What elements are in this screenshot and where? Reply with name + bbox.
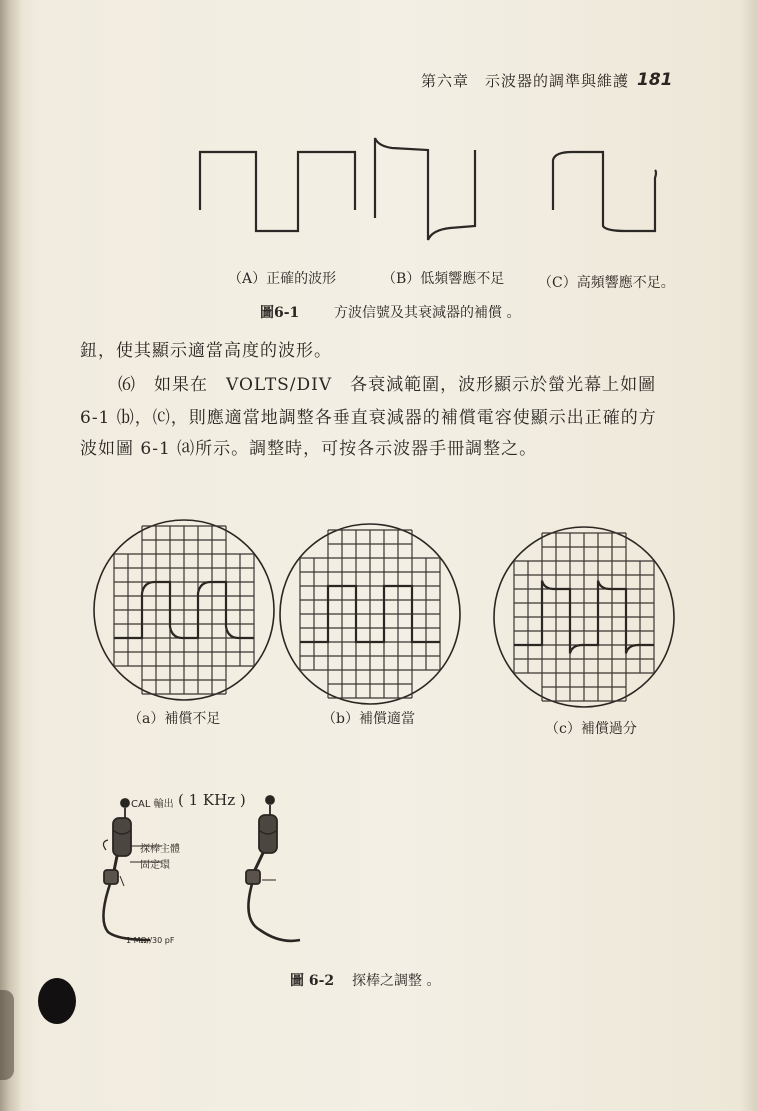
impedance-label: 1 MΩ//30 pF bbox=[126, 936, 175, 945]
body-line-1: 鈕，使其顯示適當高度的波形。 bbox=[80, 341, 332, 361]
body-line-4: 波如圖 6-1 ⒜所示。調整時，可按各示波器手冊調整之。 bbox=[80, 439, 538, 459]
cal-frequency-label: ( 1 KHz ) bbox=[178, 791, 246, 809]
figure2-label: 圖 6-2 bbox=[290, 973, 335, 989]
figure2-title: 探棒之調整 。 bbox=[352, 973, 441, 989]
figure1-caption-b: （B）低頻響應不足 bbox=[382, 271, 505, 287]
probe-body-label: 探棒主體 bbox=[140, 844, 180, 855]
cal-output-label: CAL 輸出 bbox=[131, 799, 174, 810]
fixed-ring-label: 固定環 bbox=[140, 860, 170, 871]
figure1-title: 方波信號及其衰減器的補償 。 bbox=[334, 305, 521, 321]
scope-caption-a: （a）補償不足 bbox=[128, 711, 221, 727]
scope-caption-b: （b）補償適當 bbox=[322, 711, 415, 727]
body-line-2: ⑹ 如果在 VOLTS/DIV 各衰減範圍，波形顯示於螢光幕上如圖 bbox=[118, 375, 657, 395]
body-line-3: 6-1 ⒝，⒞，則應適當地調整各垂直衰減器的補償電容使顯示出正確的方 bbox=[80, 408, 657, 428]
figure1-caption-a: （A）正確的波形 bbox=[228, 271, 337, 287]
chapter-header: 第六章 示波器的調準與維護 bbox=[421, 72, 630, 90]
page-number: 181 bbox=[637, 70, 673, 90]
figure1-label: 圖6-1 bbox=[260, 305, 300, 321]
scope-caption-c: （c）補償過分 bbox=[545, 721, 637, 737]
figure1-caption-c: （C）高頻響應不足。 bbox=[538, 275, 675, 291]
